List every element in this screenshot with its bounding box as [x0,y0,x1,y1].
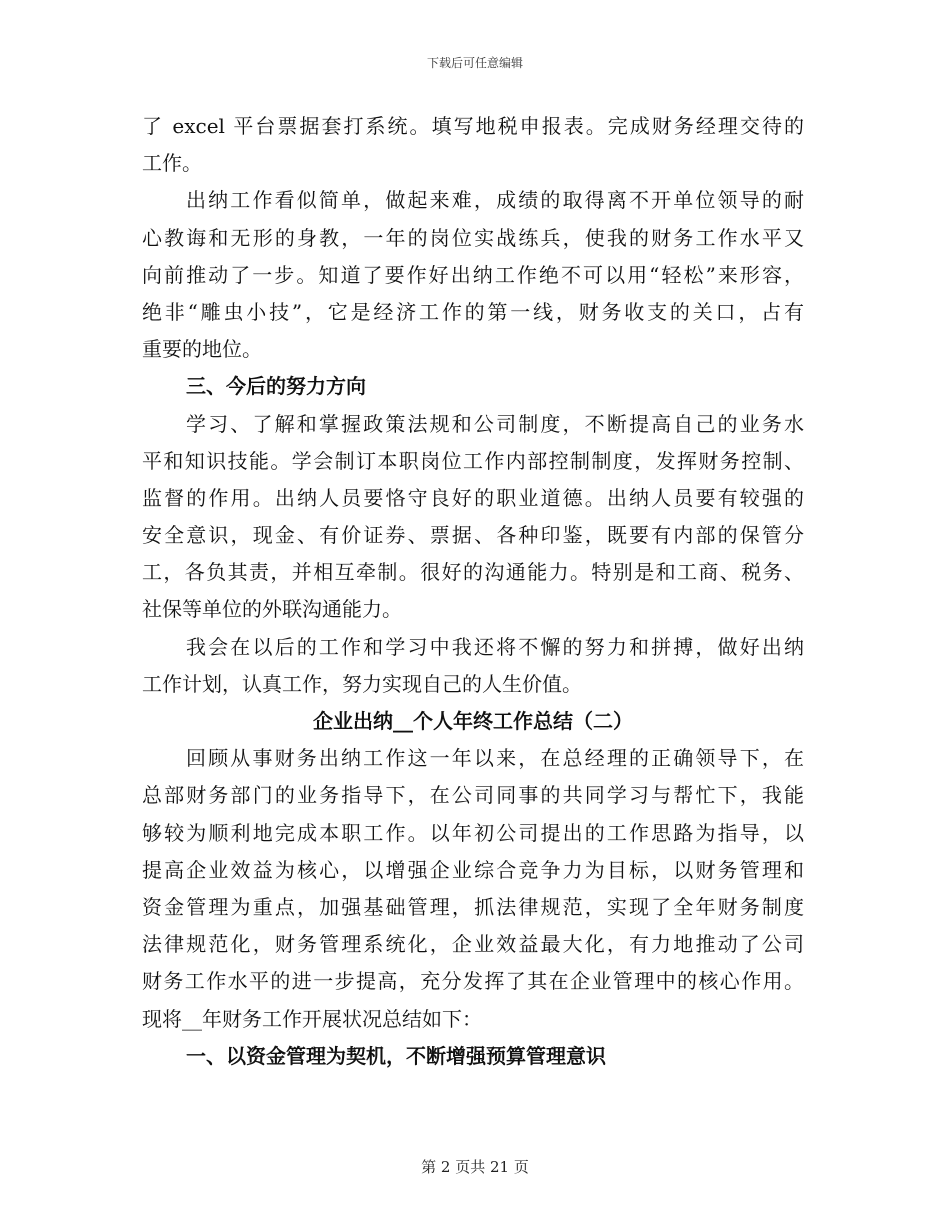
paragraph-line: 社保等单位的外联沟通能力。 [142,597,402,622]
paragraph-line: 提高企业效益为核心，以增强企业综合竞争力为目标，以财务管理和 [142,857,804,882]
paragraph-line: 安全意识，现金、有价证券、票据、各种印鉴，既要有内部的保管分 [142,523,804,548]
paragraph-line: 绝非“雕虫小技”，它是经济工作的第一线，财务收支的关口，占有 [142,299,804,324]
section-heading: 一、以资金管理为契机，不断增强预算管理意识 [186,1043,606,1068]
paragraph-line: 工作。 [142,151,202,176]
page-footer: 第 2 页共 21 页 [421,1158,529,1176]
paragraph-line: 财务工作水平的进一步提高，充分发挥了其在企业管理中的核心作用。 [142,969,804,994]
page-header: 下载后可任意编辑 [426,56,523,70]
document-body [142,108,804,1075]
paragraph-line: 我会在以后的工作和学习中我还将不懈的努力和拼搏，做好出纳 [186,634,804,659]
section-heading: 三、今后的努力方向 [186,374,366,399]
paragraph-line: 现将__年财务工作开展状况总结如下： [142,1006,482,1031]
paragraph-line: 回顾从事财务出纳工作这一年以来，在总经理的正确领导下，在 [186,746,804,771]
paragraph-line: 学习、了解和掌握政策法规和公司制度，不断提高自己的业务水 [186,411,804,436]
section-title: 企业出纳__个人年终工作总结（二） [313,709,633,733]
paragraph-line: 法律规范化，财务管理系统化，企业效益最大化，有力地推动了公司 [142,932,804,957]
paragraph-line: 了 excel 平台票据套打系统。填写地税申报表。完成财务经理交待的 [142,114,804,138]
paragraph-line: 够较为顺利地完成本职工作。以年初公司提出的工作思路为指导，以 [142,820,804,845]
paragraph-line: 监督的作用。出纳人员要恪守良好的职业道德。出纳人员要有较强的 [142,485,804,510]
paragraph-line: 向前推动了一步。知道了要作好出纳工作绝不可以用“轻松”来形容， [142,262,804,287]
paragraph-line: 心教诲和无形的身教，一年的岗位实战练兵，使我的财务工作水平又 [142,225,804,250]
paragraph-line: 出纳工作看似简单，做起来难，成绩的取得离不开单位领导的耐 [186,188,804,213]
paragraph-line: 平和知识技能。学会制订本职岗位工作内部控制制度，发挥财务控制、 [142,448,804,473]
paragraph-line: 工，各负其责，并相互牵制。很好的沟通能力。特别是和工商、税务、 [142,560,804,585]
paragraph-line: 工作计划，认真工作，努力实现自己的人生价值。 [142,671,582,696]
paragraph-line: 资金管理为重点，加强基础管理，抓法律规范，实现了全年财务制度 [142,894,804,919]
paragraph-line: 总部财务部门的业务指导下，在公司同事的共同学习与帮忙下，我能 [142,783,804,808]
paragraph-line: 重要的地位。 [142,337,262,362]
